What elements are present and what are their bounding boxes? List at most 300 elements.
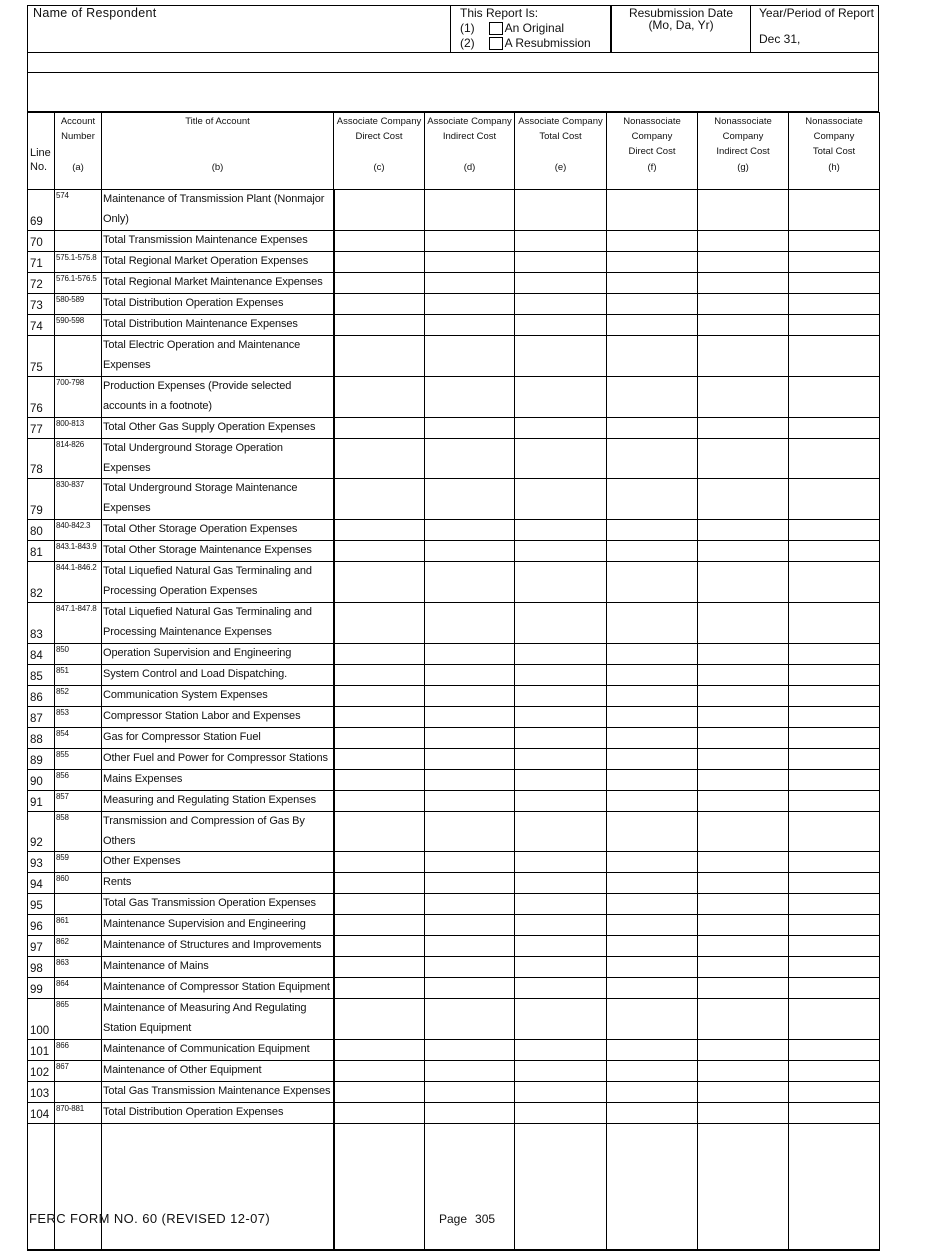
nonassoc-total-cost-cell[interactable]	[789, 520, 880, 541]
nonassoc-indirect-cost-cell[interactable]	[698, 894, 789, 915]
assoc-direct-cost-cell[interactable]	[334, 562, 425, 603]
resubmission-checkbox[interactable]	[489, 37, 503, 50]
assoc-indirect-cost-cell[interactable]	[425, 1061, 515, 1082]
resubmission-option-number: (2)	[460, 36, 475, 50]
nonassoc-indirect-cost-cell[interactable]	[698, 873, 789, 894]
assoc-indirect-cost-cell[interactable]	[425, 728, 515, 749]
nonassoc-total-cost-cell[interactable]	[789, 686, 880, 707]
assoc-total-cost-cell[interactable]	[515, 315, 607, 336]
assoc-direct-cost-cell[interactable]	[334, 315, 425, 336]
assoc-direct-cost-cell[interactable]	[334, 852, 425, 873]
assoc-direct-cost-cell[interactable]	[334, 252, 425, 273]
nonassoc-indirect-cost-cell[interactable]	[698, 1061, 789, 1082]
assoc-indirect-cost-cell[interactable]	[425, 315, 515, 336]
nonassoc-direct-cost-cell[interactable]	[607, 231, 698, 252]
nonassoc-direct-cost-cell[interactable]	[607, 957, 698, 978]
account-title-cell: Total Other Gas Supply Operation Expenses	[102, 418, 334, 439]
nonassoc-total-cost-cell[interactable]	[789, 999, 880, 1040]
nonassoc-indirect-cost-cell[interactable]	[698, 644, 789, 665]
assoc-indirect-cost-cell[interactable]	[425, 915, 515, 936]
nonassoc-direct-cost-cell[interactable]	[607, 1061, 698, 1082]
nonassoc-direct-cost-cell[interactable]	[607, 541, 698, 562]
assoc-indirect-cost-cell[interactable]	[425, 252, 515, 273]
assoc-direct-cost-cell[interactable]	[334, 520, 425, 541]
assoc-direct-cost-cell[interactable]	[334, 1082, 425, 1103]
nonassoc-indirect-cost-cell[interactable]	[698, 418, 789, 439]
nonassoc-total-cost-cell[interactable]	[789, 1082, 880, 1103]
assoc-direct-cost-cell[interactable]	[334, 812, 425, 852]
account-title-cell: Maintenance Supervision and Engineering	[102, 915, 334, 936]
nonassoc-total-cost-cell[interactable]	[789, 1061, 880, 1082]
nonassoc-indirect-cost-cell[interactable]	[698, 541, 789, 562]
assoc-total-cost-cell[interactable]	[515, 749, 607, 770]
nonassoc-total-cost-cell[interactable]	[789, 562, 880, 603]
line-number-cell: 75	[28, 336, 55, 377]
account-title-cell: Total Other Storage Maintenance Expenses	[102, 541, 334, 562]
respondent-name-cell[interactable]	[28, 6, 450, 52]
nonassoc-direct-cost-cell[interactable]	[607, 999, 698, 1040]
assoc-indirect-cost-cell[interactable]	[425, 999, 515, 1040]
assoc-indirect-cost-cell[interactable]	[425, 665, 515, 686]
nonassoc-direct-cost-cell[interactable]	[607, 770, 698, 791]
nonassoc-total-cost-cell[interactable]	[789, 852, 880, 873]
table-row	[28, 252, 880, 273]
nonassoc-direct-cost-cell[interactable]	[607, 377, 698, 418]
table-row	[28, 915, 880, 936]
nonassoc-indirect-cost-cell[interactable]	[698, 439, 789, 479]
nonassoc-total-cost-cell[interactable]	[789, 252, 880, 273]
assoc-indirect-cost-cell[interactable]	[425, 603, 515, 644]
line-number-cell: 79	[28, 479, 55, 520]
nonassoc-direct-cost-cell[interactable]	[607, 479, 698, 520]
account-title-cell: Maintenance of Other Equipment	[102, 1061, 334, 1082]
blank-row	[28, 1124, 880, 1250]
blank-cell[interactable]	[698, 1124, 789, 1250]
assoc-total-cost-cell[interactable]	[515, 791, 607, 812]
assoc-direct-cost-cell[interactable]	[334, 1103, 425, 1124]
assoc-direct-cost-cell[interactable]	[334, 1040, 425, 1061]
assoc-total-cost-cell[interactable]	[515, 915, 607, 936]
assoc-direct-cost-cell[interactable]	[334, 936, 425, 957]
assoc-total-cost-cell[interactable]	[515, 439, 607, 479]
nonassoc-indirect-cost-cell[interactable]	[698, 231, 789, 252]
nonassoc-total-cost-cell[interactable]	[789, 1103, 880, 1124]
account-number-cell: 844.1-846.2	[55, 562, 102, 603]
line-number-cell: 99	[28, 978, 55, 999]
nonassoc-direct-cost-cell[interactable]	[607, 252, 698, 273]
assoc-direct-cost-cell[interactable]	[334, 603, 425, 644]
nonassoc-indirect-cost-cell[interactable]	[698, 770, 789, 791]
table-row	[28, 665, 880, 686]
nonassoc-total-cost-cell[interactable]	[789, 770, 880, 791]
assoc-total-cost-cell[interactable]	[515, 957, 607, 978]
assoc-direct-cost-cell[interactable]	[334, 686, 425, 707]
nonassoc-direct-cost-cell[interactable]	[607, 190, 698, 231]
assoc-indirect-cost-cell[interactable]	[425, 418, 515, 439]
form-header	[27, 5, 879, 53]
table-row	[28, 336, 880, 377]
assoc-total-cost-cell[interactable]	[515, 520, 607, 541]
nonassoc-total-cost-cell[interactable]	[789, 665, 880, 686]
nonassoc-indirect-cost-cell[interactable]	[698, 252, 789, 273]
nonassoc-direct-cost-cell[interactable]	[607, 936, 698, 957]
nonassoc-total-cost-cell[interactable]	[789, 957, 880, 978]
nonassoc-direct-cost-cell[interactable]	[607, 812, 698, 852]
nonassoc-indirect-cost-header: Nonassociate Company Indirect Cost (g)	[698, 113, 789, 190]
assoc-indirect-cost-cell[interactable]	[425, 812, 515, 852]
nonassoc-total-cost-cell[interactable]	[789, 541, 880, 562]
expense-table	[27, 112, 880, 1251]
line-number-cell: 85	[28, 665, 55, 686]
assoc-total-cost-cell[interactable]	[515, 377, 607, 418]
table-row	[28, 644, 880, 665]
assoc-indirect-cost-cell[interactable]	[425, 336, 515, 377]
blank-cell[interactable]	[789, 1124, 880, 1250]
nonassoc-indirect-cost-cell[interactable]	[698, 1082, 789, 1103]
assoc-direct-cost-cell[interactable]	[334, 377, 425, 418]
nonassoc-total-cost-cell[interactable]	[789, 728, 880, 749]
assoc-direct-cost-cell[interactable]	[334, 479, 425, 520]
table-row	[28, 852, 880, 873]
nonassoc-total-cost-cell[interactable]	[789, 644, 880, 665]
line-number-cell: 93	[28, 852, 55, 873]
nonassoc-total-cost-cell[interactable]	[789, 377, 880, 418]
assoc-direct-cost-cell[interactable]	[334, 770, 425, 791]
assoc-total-cost-cell[interactable]	[515, 894, 607, 915]
nonassoc-indirect-cost-cell[interactable]	[698, 791, 789, 812]
table-row	[28, 873, 880, 894]
nonassoc-total-cost-cell[interactable]	[789, 418, 880, 439]
nonassoc-total-cost-cell[interactable]	[789, 336, 880, 377]
assoc-indirect-cost-cell[interactable]	[425, 978, 515, 999]
line-number-cell: 101	[28, 1040, 55, 1061]
assoc-indirect-cost-cell[interactable]	[425, 686, 515, 707]
nonassoc-direct-cost-cell[interactable]	[607, 315, 698, 336]
assoc-indirect-cost-cell[interactable]	[425, 770, 515, 791]
nonassoc-indirect-cost-cell[interactable]	[698, 479, 789, 520]
account-number-cell: 590-598	[55, 315, 102, 336]
nonassoc-direct-cost-cell[interactable]	[607, 749, 698, 770]
nonassoc-direct-cost-cell[interactable]	[607, 852, 698, 873]
nonassoc-indirect-cost-cell[interactable]	[698, 315, 789, 336]
account-number-cell: 870-881	[55, 1103, 102, 1124]
assoc-total-cost-cell[interactable]	[515, 812, 607, 852]
account-title-cell: Total Transmission Maintenance Expenses	[102, 231, 334, 252]
account-title-cell: Total Liquefied Natural Gas Terminaling and Processing Maintenance Expenses	[102, 603, 334, 644]
assoc-direct-cost-cell[interactable]	[334, 294, 425, 315]
account-number-cell	[55, 336, 102, 377]
assoc-direct-cost-cell[interactable]	[334, 273, 425, 294]
nonassoc-indirect-cost-cell[interactable]	[698, 1040, 789, 1061]
nonassoc-indirect-cost-cell[interactable]	[698, 520, 789, 541]
assoc-direct-cost-cell[interactable]	[334, 728, 425, 749]
assoc-indirect-cost-cell[interactable]	[425, 1082, 515, 1103]
account-title-cell: Maintenance of Communication Equipment	[102, 1040, 334, 1061]
account-number-cell: 851	[55, 665, 102, 686]
table-row	[28, 749, 880, 770]
assoc-indirect-cost-header: Associate Company Indirect Cost (d)	[425, 113, 515, 190]
nonassoc-direct-cost-cell[interactable]	[607, 894, 698, 915]
assoc-direct-cost-cell[interactable]	[334, 190, 425, 231]
nonassoc-direct-cost-cell[interactable]	[607, 273, 698, 294]
assoc-direct-cost-cell[interactable]	[334, 915, 425, 936]
nonassoc-direct-cost-cell[interactable]	[607, 915, 698, 936]
assoc-direct-cost-cell[interactable]	[334, 1061, 425, 1082]
account-title-cell: Transmission and Compression of Gas By Others	[102, 812, 334, 852]
assoc-direct-cost-cell[interactable]	[334, 978, 425, 999]
line-number-cell: 73	[28, 294, 55, 315]
nonassoc-direct-cost-cell[interactable]	[607, 873, 698, 894]
nonassoc-indirect-cost-cell[interactable]	[698, 190, 789, 231]
nonassoc-total-cost-cell[interactable]	[789, 936, 880, 957]
nonassoc-indirect-cost-cell[interactable]	[698, 728, 789, 749]
blank-cell[interactable]	[607, 1124, 698, 1250]
nonassoc-indirect-cost-cell[interactable]	[698, 749, 789, 770]
assoc-total-cost-cell[interactable]	[515, 541, 607, 562]
nonassoc-indirect-cost-cell[interactable]	[698, 812, 789, 852]
blank-cell[interactable]	[425, 1124, 515, 1250]
nonassoc-total-cost-cell[interactable]	[789, 894, 880, 915]
line-number-cell: 91	[28, 791, 55, 812]
assoc-direct-cost-cell[interactable]	[334, 439, 425, 479]
assoc-direct-cost-cell[interactable]	[334, 894, 425, 915]
assoc-total-cost-cell[interactable]	[515, 1103, 607, 1124]
table-row	[28, 1061, 880, 1082]
assoc-indirect-cost-cell[interactable]	[425, 479, 515, 520]
nonassoc-total-cost-cell[interactable]	[789, 1040, 880, 1061]
assoc-total-cost-cell[interactable]	[515, 665, 607, 686]
nonassoc-indirect-cost-cell[interactable]	[698, 999, 789, 1040]
assoc-indirect-cost-cell[interactable]	[425, 1040, 515, 1061]
assoc-total-cost-cell[interactable]	[515, 603, 607, 644]
assoc-total-cost-cell[interactable]	[515, 562, 607, 603]
account-title-cell: Total Electric Operation and Maintenance Expenses	[102, 336, 334, 377]
nonassoc-total-cost-cell[interactable]	[789, 603, 880, 644]
assoc-direct-cost-cell[interactable]	[334, 791, 425, 812]
assoc-indirect-cost-cell[interactable]	[425, 231, 515, 252]
report-period-cell[interactable]	[750, 6, 880, 52]
account-title-cell: Total Distribution Operation Expenses	[102, 1103, 334, 1124]
report-type-label: This Report Is:	[460, 6, 539, 20]
nonassoc-direct-cost-cell[interactable]	[607, 562, 698, 603]
assoc-direct-cost-cell[interactable]	[334, 749, 425, 770]
nonassoc-indirect-cost-cell[interactable]	[698, 273, 789, 294]
account-number-cell: 861	[55, 915, 102, 936]
assoc-total-cost-cell[interactable]	[515, 852, 607, 873]
nonassoc-direct-cost-cell[interactable]	[607, 294, 698, 315]
assoc-indirect-cost-cell[interactable]	[425, 644, 515, 665]
table-row	[28, 377, 880, 418]
assoc-total-cost-cell[interactable]	[515, 873, 607, 894]
resubmission-date-cell[interactable]	[610, 6, 750, 52]
nonassoc-indirect-cost-cell[interactable]	[698, 377, 789, 418]
nonassoc-direct-cost-cell[interactable]	[607, 439, 698, 479]
assoc-direct-cost-cell[interactable]	[334, 665, 425, 686]
account-number-cell: 814-826	[55, 439, 102, 479]
assoc-indirect-cost-cell[interactable]	[425, 894, 515, 915]
assoc-total-cost-cell[interactable]	[515, 770, 607, 791]
line-number-cell: 92	[28, 812, 55, 852]
nonassoc-direct-cost-cell[interactable]	[607, 707, 698, 728]
nonassoc-indirect-cost-cell[interactable]	[698, 915, 789, 936]
nonassoc-direct-cost-cell[interactable]	[607, 1103, 698, 1124]
table-row	[28, 439, 880, 479]
nonassoc-direct-cost-cell[interactable]	[607, 644, 698, 665]
line-number-cell: 88	[28, 728, 55, 749]
assoc-total-cost-cell[interactable]	[515, 728, 607, 749]
assoc-total-cost-cell[interactable]	[515, 273, 607, 294]
nonassoc-direct-cost-cell[interactable]	[607, 728, 698, 749]
account-title-cell: Total Gas Transmission Operation Expenses	[102, 894, 334, 915]
assoc-total-cost-cell[interactable]	[515, 686, 607, 707]
assoc-indirect-cost-cell[interactable]	[425, 707, 515, 728]
original-checkbox[interactable]	[489, 22, 503, 35]
line-number-cell: 104	[28, 1103, 55, 1124]
account-number-cell: 866	[55, 1040, 102, 1061]
assoc-indirect-cost-cell[interactable]	[425, 852, 515, 873]
nonassoc-total-cost-cell[interactable]	[789, 294, 880, 315]
nonassoc-direct-cost-cell[interactable]	[607, 1082, 698, 1103]
assoc-total-cost-cell[interactable]	[515, 418, 607, 439]
account-title-cell: Total Regional Market Operation Expenses	[102, 252, 334, 273]
line-number-cell: 90	[28, 770, 55, 791]
assoc-total-cost-cell[interactable]	[515, 1040, 607, 1061]
assoc-indirect-cost-cell[interactable]	[425, 294, 515, 315]
table-row	[28, 936, 880, 957]
line-number-cell: 74	[28, 315, 55, 336]
account-number-cell: 847.1-847.8	[55, 603, 102, 644]
nonassoc-total-cost-cell[interactable]	[789, 231, 880, 252]
assoc-indirect-cost-cell[interactable]	[425, 377, 515, 418]
assoc-total-cost-cell[interactable]	[515, 707, 607, 728]
assoc-total-cost-cell[interactable]	[515, 1061, 607, 1082]
blank-cell	[102, 1124, 334, 1250]
account-number-cell: 864	[55, 978, 102, 999]
resubmission-option	[460, 36, 610, 51]
assoc-direct-cost-cell[interactable]	[334, 873, 425, 894]
assoc-indirect-cost-cell[interactable]	[425, 190, 515, 231]
line-number-cell: 94	[28, 873, 55, 894]
nonassoc-indirect-cost-cell[interactable]	[698, 936, 789, 957]
nonassoc-direct-cost-cell[interactable]	[607, 418, 698, 439]
nonassoc-indirect-cost-cell[interactable]	[698, 707, 789, 728]
assoc-indirect-cost-cell[interactable]	[425, 562, 515, 603]
nonassoc-indirect-cost-cell[interactable]	[698, 957, 789, 978]
nonassoc-indirect-cost-cell[interactable]	[698, 665, 789, 686]
assoc-indirect-cost-cell[interactable]	[425, 873, 515, 894]
assoc-total-cost-cell[interactable]	[515, 1082, 607, 1103]
line-number-cell: 89	[28, 749, 55, 770]
assoc-indirect-cost-cell[interactable]	[425, 791, 515, 812]
nonassoc-total-cost-cell[interactable]	[789, 315, 880, 336]
assoc-total-cost-cell[interactable]	[515, 999, 607, 1040]
nonassoc-indirect-cost-cell[interactable]	[698, 562, 789, 603]
assoc-direct-cost-cell[interactable]	[334, 957, 425, 978]
assoc-direct-cost-cell[interactable]	[334, 541, 425, 562]
blank-cell[interactable]	[334, 1124, 425, 1250]
nonassoc-total-cost-cell[interactable]	[789, 479, 880, 520]
nonassoc-total-cost-cell[interactable]	[789, 707, 880, 728]
account-number-cell: 575.1-575.8	[55, 252, 102, 273]
nonassoc-total-cost-cell[interactable]	[789, 812, 880, 852]
assoc-total-cost-cell[interactable]	[515, 190, 607, 231]
assoc-total-cost-cell[interactable]	[515, 936, 607, 957]
assoc-indirect-cost-cell[interactable]	[425, 520, 515, 541]
table-row	[28, 520, 880, 541]
nonassoc-direct-cost-cell[interactable]	[607, 686, 698, 707]
nonassoc-indirect-cost-cell[interactable]	[698, 1103, 789, 1124]
original-option	[460, 21, 610, 36]
line-number-cell: 102	[28, 1061, 55, 1082]
nonassoc-total-cost-cell[interactable]	[789, 439, 880, 479]
nonassoc-indirect-cost-cell[interactable]	[698, 852, 789, 873]
assoc-indirect-cost-cell[interactable]	[425, 936, 515, 957]
assoc-direct-cost-cell[interactable]	[334, 418, 425, 439]
form-number-footer: FERC FORM NO. 60 (REVISED 12-07)	[29, 1211, 271, 1226]
nonassoc-indirect-cost-cell[interactable]	[698, 603, 789, 644]
nonassoc-direct-cost-cell[interactable]	[607, 978, 698, 999]
nonassoc-indirect-cost-cell[interactable]	[698, 336, 789, 377]
assoc-total-cost-cell[interactable]	[515, 252, 607, 273]
table-row	[28, 728, 880, 749]
nonassoc-total-cost-cell[interactable]	[789, 791, 880, 812]
assoc-total-cost-cell[interactable]	[515, 231, 607, 252]
assoc-direct-cost-header: Associate Company Direct Cost (c)	[334, 113, 425, 190]
report-period-value: Dec 31,	[759, 32, 801, 46]
assoc-direct-cost-cell[interactable]	[334, 231, 425, 252]
nonassoc-total-cost-cell[interactable]	[789, 873, 880, 894]
assoc-indirect-cost-cell[interactable]	[425, 749, 515, 770]
assoc-direct-cost-cell[interactable]	[334, 644, 425, 665]
assoc-indirect-cost-cell[interactable]	[425, 1103, 515, 1124]
nonassoc-total-cost-cell[interactable]	[789, 749, 880, 770]
nonassoc-total-cost-cell[interactable]	[789, 978, 880, 999]
nonassoc-indirect-cost-cell[interactable]	[698, 686, 789, 707]
assoc-indirect-cost-cell[interactable]	[425, 541, 515, 562]
nonassoc-direct-cost-cell[interactable]	[607, 520, 698, 541]
line-number-cell: 87	[28, 707, 55, 728]
line-number-cell: 96	[28, 915, 55, 936]
assoc-direct-cost-cell[interactable]	[334, 999, 425, 1040]
assoc-direct-cost-cell[interactable]	[334, 336, 425, 377]
account-number-header: Account Number (a)	[55, 113, 102, 190]
assoc-total-cost-cell[interactable]	[515, 644, 607, 665]
assoc-indirect-cost-cell[interactable]	[425, 439, 515, 479]
nonassoc-indirect-cost-cell[interactable]	[698, 294, 789, 315]
nonassoc-total-cost-cell[interactable]	[789, 915, 880, 936]
account-number-cell: 580-589	[55, 294, 102, 315]
assoc-indirect-cost-cell[interactable]	[425, 957, 515, 978]
account-title-cell: Maintenance of Measuring And Regulating Station Equipment	[102, 999, 334, 1040]
assoc-total-cost-cell[interactable]	[515, 336, 607, 377]
nonassoc-direct-cost-cell[interactable]	[607, 336, 698, 377]
assoc-total-cost-cell[interactable]	[515, 978, 607, 999]
nonassoc-total-cost-cell[interactable]	[789, 190, 880, 231]
account-number-cell: 854	[55, 728, 102, 749]
assoc-indirect-cost-cell[interactable]	[425, 273, 515, 294]
blank-cell[interactable]	[515, 1124, 607, 1250]
nonassoc-direct-cost-cell[interactable]	[607, 665, 698, 686]
line-number-cell: 82	[28, 562, 55, 603]
assoc-direct-cost-cell[interactable]	[334, 707, 425, 728]
nonassoc-direct-cost-cell[interactable]	[607, 1040, 698, 1061]
nonassoc-total-cost-cell[interactable]	[789, 273, 880, 294]
assoc-total-cost-cell[interactable]	[515, 479, 607, 520]
nonassoc-direct-cost-cell[interactable]	[607, 791, 698, 812]
nonassoc-indirect-cost-cell[interactable]	[698, 978, 789, 999]
assoc-total-cost-cell[interactable]	[515, 294, 607, 315]
nonassoc-direct-cost-cell[interactable]	[607, 603, 698, 644]
